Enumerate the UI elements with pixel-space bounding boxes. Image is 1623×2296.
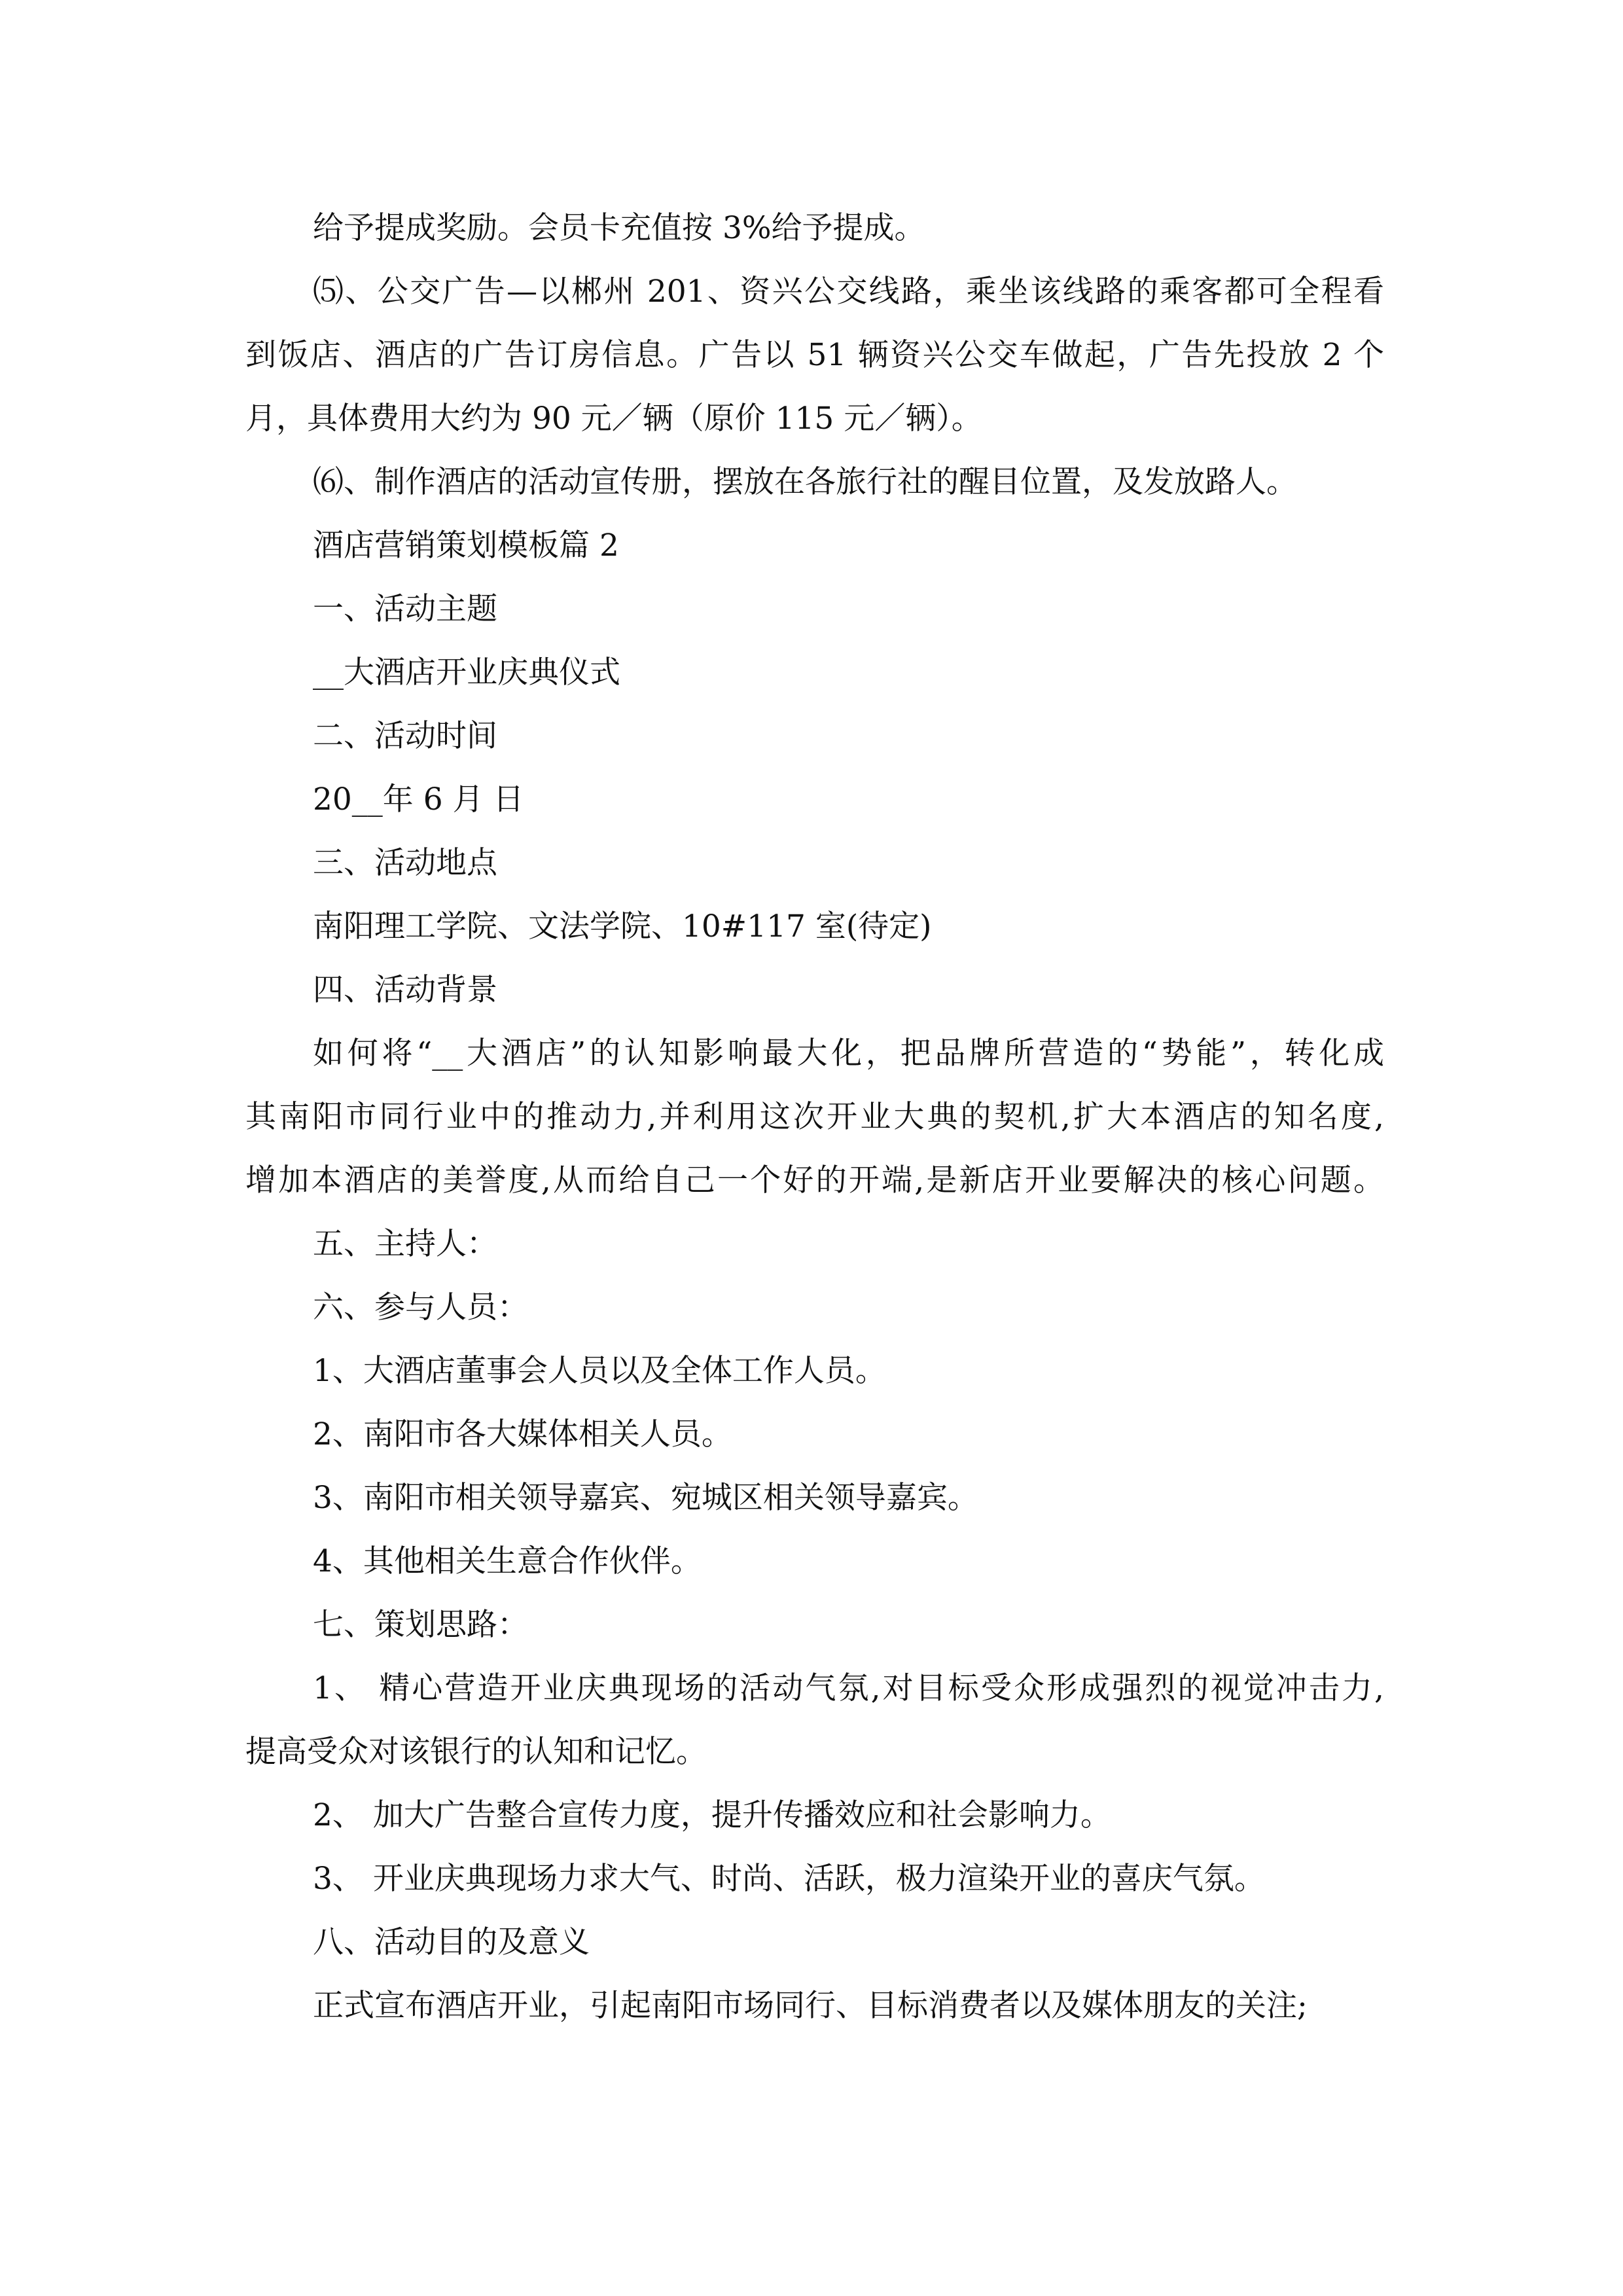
text-background-line2: 其南阳市同行业中的推动力,并利用这次开业大典的契机,扩大本酒店的知名度, (245, 1099, 1384, 1135)
text-activity-theme: __大酒店开业庆典仪式 (313, 655, 620, 691)
heading-activity-time: 二、活动时间 (313, 718, 497, 754)
heading-activity-background: 四、活动背景 (313, 972, 497, 1008)
list-item-idea-2: 2、 加大广告整合宣传力度，提升传播效应和社会影响力。 (313, 1797, 1111, 1833)
list-item-idea-3: 3、 开业庆典现场力求大气、时尚、活跃，极力渲染开业的喜庆气氛。 (313, 1861, 1265, 1897)
heading-host: 五、主持人： (313, 1226, 497, 1262)
list-item-participant-1: 1、大酒店董事会人员以及全体工作人员。 (313, 1353, 886, 1389)
list-item-participant-3: 3、南阳市相关领导嘉宾、宛城区相关领导嘉宾。 (313, 1480, 978, 1516)
paragraph-brochure: ⑹、制作酒店的活动宣传册，摆放在各旅行社的醒目位置，及发放路人。 (313, 464, 1297, 500)
text-background-line1: 如何将“__大酒店”的认知影响最大化，把品牌所营造的“势能”，转化成 (313, 1035, 1384, 1071)
list-item-participant-4: 4、其他相关生意合作伙伴。 (313, 1543, 702, 1579)
heading-activity-location: 三、活动地点 (313, 845, 497, 881)
list-item-participant-2: 2、南阳市各大媒体相关人员。 (313, 1416, 732, 1452)
paragraph-bus-ad-line1: ⑸、公交广告—以郴州 201、资兴公交线路，乘坐该线路的乘客都可全程看 (313, 274, 1384, 310)
paragraph-commission: 给予提成奖励。会员卡充值按 3%给予提成。 (313, 210, 925, 246)
list-item-idea-1-line2: 提高受众对该银行的认知和记忆。 (245, 1734, 707, 1770)
heading-planning-ideas: 七、策划思路： (313, 1607, 528, 1643)
section-title-template-2: 酒店营销策划模板篇 2 (313, 528, 619, 564)
list-item-idea-1-line1: 1、 精心营造开业庆典现场的活动气氛,对目标受众形成强烈的视觉冲击力, (313, 1670, 1384, 1706)
text-activity-location: 南阳理工学院、文法学院、10#117 室(待定) (313, 908, 932, 944)
text-activity-time: 20__年 6 月 日 (313, 781, 524, 817)
paragraph-bus-ad-line3: 月，具体费用大约为 90 元／辆（原价 115 元／辆）。 (245, 401, 982, 437)
text-purpose: 正式宣布酒店开业，引起南阳市场同行、目标消费者以及媒体朋友的关注; (313, 1988, 1308, 2024)
heading-participants: 六、参与人员： (313, 1289, 528, 1325)
text-background-line3: 增加本酒店的美誉度,从而给自己一个好的开端,是新店开业要解决的核心问题。 (245, 1162, 1384, 1198)
heading-activity-theme: 一、活动主题 (313, 591, 497, 627)
document-body (245, 196, 1384, 2037)
heading-purpose: 八、活动目的及意义 (313, 1924, 590, 1960)
paragraph-bus-ad-line2: 到饭店、酒店的广告订房信息。广告以 51 辆资兴公交车做起，广告先投放 2 个 (245, 337, 1384, 373)
